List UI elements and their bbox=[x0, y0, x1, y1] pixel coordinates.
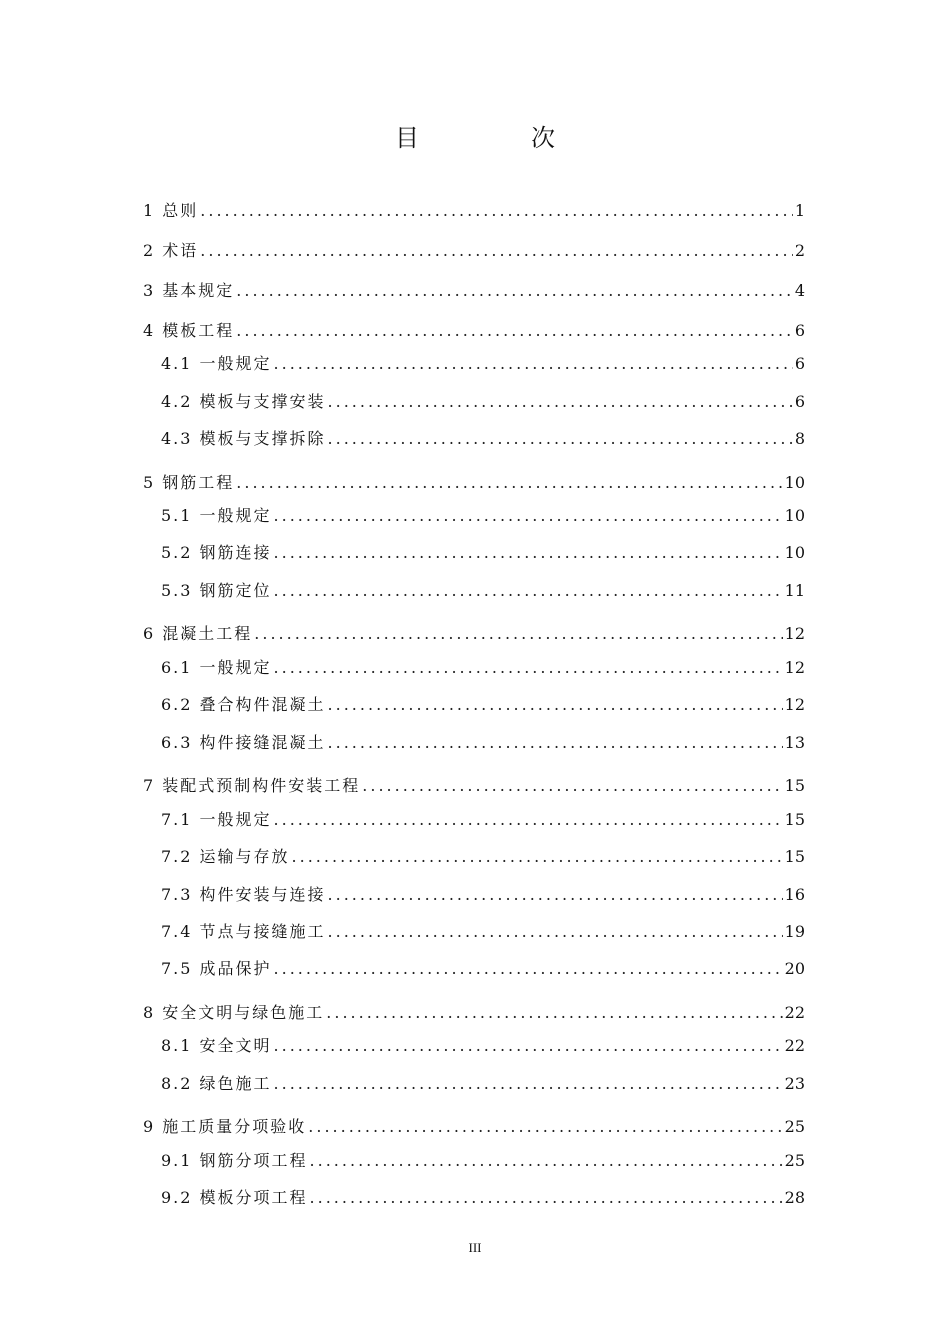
toc-entry[interactable] bbox=[143, 320, 805, 342]
toc-entry[interactable] bbox=[143, 1116, 805, 1138]
toc-entry-label: 3 基本规定 bbox=[143, 281, 235, 300]
toc-entry[interactable] bbox=[161, 1150, 805, 1172]
toc-entry-label: 2 术语 bbox=[143, 241, 199, 260]
toc-entry-label: 4.2 模板与支撑安装 bbox=[161, 392, 326, 411]
toc-entry[interactable] bbox=[161, 542, 805, 564]
toc-entry[interactable] bbox=[161, 1187, 805, 1209]
toc-leader-dots bbox=[274, 353, 793, 375]
toc-entry-label: 4.3 模板与支撑拆除 bbox=[161, 429, 326, 448]
toc-entry-page: 28 bbox=[784, 1188, 805, 1207]
toc-entry-page: 23 bbox=[784, 1074, 805, 1093]
toc-entry[interactable] bbox=[161, 884, 805, 906]
toc-entry[interactable] bbox=[143, 240, 805, 262]
toc-leader-dots bbox=[362, 775, 782, 797]
toc-leader-dots bbox=[274, 542, 783, 564]
toc-entry-label: 4 模板工程 bbox=[143, 321, 235, 340]
toc-leader-dots bbox=[328, 694, 783, 716]
toc-entry[interactable] bbox=[161, 580, 805, 602]
toc-entry-page: 10 bbox=[784, 506, 805, 525]
toc-entry-label: 7.4 节点与接缝施工 bbox=[161, 922, 326, 941]
toc-leader-dots bbox=[308, 1116, 782, 1138]
toc-entry-label: 8.1 安全文明 bbox=[161, 1036, 272, 1055]
toc-leader-dots bbox=[328, 428, 793, 450]
toc-entry-page: 22 bbox=[784, 1003, 805, 1022]
toc-leader-dots bbox=[292, 846, 783, 868]
toc-entry[interactable] bbox=[161, 732, 805, 754]
toc-leader-dots bbox=[274, 1073, 783, 1095]
toc-leader-dots bbox=[236, 472, 782, 494]
toc-entry-page: 1 bbox=[794, 201, 805, 220]
page-title: 目 次 bbox=[395, 124, 599, 152]
toc-leader-dots bbox=[254, 623, 782, 645]
toc-entry-page: 15 bbox=[784, 776, 805, 795]
toc-entry-page: 19 bbox=[784, 922, 805, 941]
toc-leader-dots bbox=[200, 240, 793, 262]
toc-entry-page: 6 bbox=[794, 392, 805, 411]
toc-entry-page: 10 bbox=[784, 543, 805, 562]
toc-entry[interactable] bbox=[161, 921, 805, 943]
toc-entry-page: 13 bbox=[784, 733, 805, 752]
toc-entry-label: 8 安全文明与绿色施工 bbox=[143, 1003, 325, 1022]
toc-entry-label: 7 装配式预制构件安装工程 bbox=[143, 776, 361, 795]
toc-entry[interactable] bbox=[161, 958, 805, 980]
toc-entry[interactable] bbox=[161, 809, 805, 831]
toc-entry[interactable] bbox=[143, 280, 805, 302]
toc-entry-label: 8.2 绿色施工 bbox=[161, 1074, 272, 1093]
toc-entry-page: 22 bbox=[784, 1036, 805, 1055]
toc-entry-label: 7.3 构件安装与连接 bbox=[161, 885, 326, 904]
toc-entry-label: 9 施工质量分项验收 bbox=[143, 1117, 307, 1136]
toc-entry-label: 5 钢筋工程 bbox=[143, 473, 235, 492]
page-number: III bbox=[468, 1240, 482, 1255]
toc-entry-page: 15 bbox=[784, 810, 805, 829]
toc-leader-dots bbox=[310, 1150, 783, 1172]
toc-entry-page: 4 bbox=[794, 281, 805, 300]
toc-entry-page: 25 bbox=[784, 1117, 805, 1136]
toc-entry-page: 12 bbox=[784, 695, 805, 714]
toc-entry[interactable] bbox=[161, 391, 805, 413]
toc-entry-label: 9.2 模板分项工程 bbox=[161, 1188, 308, 1207]
toc-entry-page: 12 bbox=[784, 624, 805, 643]
toc-entry-page: 10 bbox=[784, 473, 805, 492]
toc-entry[interactable] bbox=[161, 1073, 805, 1095]
toc-entry-label: 4.1 一般规定 bbox=[161, 354, 272, 373]
toc-entry-label: 9.1 钢筋分项工程 bbox=[161, 1151, 308, 1170]
toc-entry-page: 2 bbox=[794, 241, 805, 260]
toc-entry-label: 1 总则 bbox=[143, 201, 199, 220]
toc-entry-label: 7.1 一般规定 bbox=[161, 810, 272, 829]
toc-entry[interactable] bbox=[143, 623, 805, 645]
toc-leader-dots bbox=[328, 884, 783, 906]
toc-leader-dots bbox=[274, 958, 783, 980]
toc-leader-dots bbox=[274, 1035, 783, 1057]
toc-entry[interactable] bbox=[161, 428, 805, 450]
toc-entry[interactable] bbox=[161, 846, 805, 868]
toc-entry[interactable] bbox=[161, 505, 805, 527]
toc-leader-dots bbox=[274, 809, 783, 831]
toc-entry-page: 20 bbox=[784, 959, 805, 978]
toc-entry[interactable] bbox=[143, 472, 805, 494]
toc-entry[interactable] bbox=[161, 694, 805, 716]
toc-leader-dots bbox=[200, 200, 793, 222]
toc-entry[interactable] bbox=[161, 353, 805, 375]
toc-leader-dots bbox=[274, 505, 783, 527]
toc-entry-page: 8 bbox=[794, 429, 805, 448]
toc-entry[interactable] bbox=[143, 200, 805, 222]
toc-entry-label: 7.5 成品保护 bbox=[161, 959, 272, 978]
toc-leader-dots bbox=[236, 280, 793, 302]
toc-entry-label: 6.2 叠合构件混凝土 bbox=[161, 695, 326, 714]
toc-leader-dots bbox=[328, 921, 783, 943]
toc-entry[interactable] bbox=[161, 1035, 805, 1057]
toc-entry[interactable] bbox=[143, 775, 805, 797]
toc-leader-dots bbox=[274, 657, 783, 679]
toc-entry-page: 11 bbox=[784, 581, 805, 600]
toc-entry-page: 6 bbox=[794, 321, 805, 340]
toc-entry-label: 5.2 钢筋连接 bbox=[161, 543, 272, 562]
toc-entry-page: 25 bbox=[784, 1151, 805, 1170]
toc-entry-page: 16 bbox=[784, 885, 805, 904]
toc-leader-dots bbox=[310, 1187, 783, 1209]
toc-entry[interactable] bbox=[143, 1002, 805, 1024]
toc-leader-dots bbox=[328, 732, 783, 754]
toc-leader-dots bbox=[326, 1002, 782, 1024]
toc-entry-label: 6 混凝土工程 bbox=[143, 624, 253, 643]
toc-entry-label: 6.1 一般规定 bbox=[161, 658, 272, 677]
toc-entry-page: 15 bbox=[784, 847, 805, 866]
toc-entry-label: 5.3 钢筋定位 bbox=[161, 581, 272, 600]
toc-entry-label: 5.1 一般规定 bbox=[161, 506, 272, 525]
toc-entry-label: 7.2 运输与存放 bbox=[161, 847, 290, 866]
toc-leader-dots bbox=[236, 320, 793, 342]
toc-entry[interactable] bbox=[161, 657, 805, 679]
toc-entry-page: 6 bbox=[794, 354, 805, 373]
toc-entry-page: 12 bbox=[784, 658, 805, 677]
toc-entry-label: 6.3 构件接缝混凝土 bbox=[161, 733, 326, 752]
toc-leader-dots bbox=[328, 391, 793, 413]
toc-leader-dots bbox=[274, 580, 783, 602]
